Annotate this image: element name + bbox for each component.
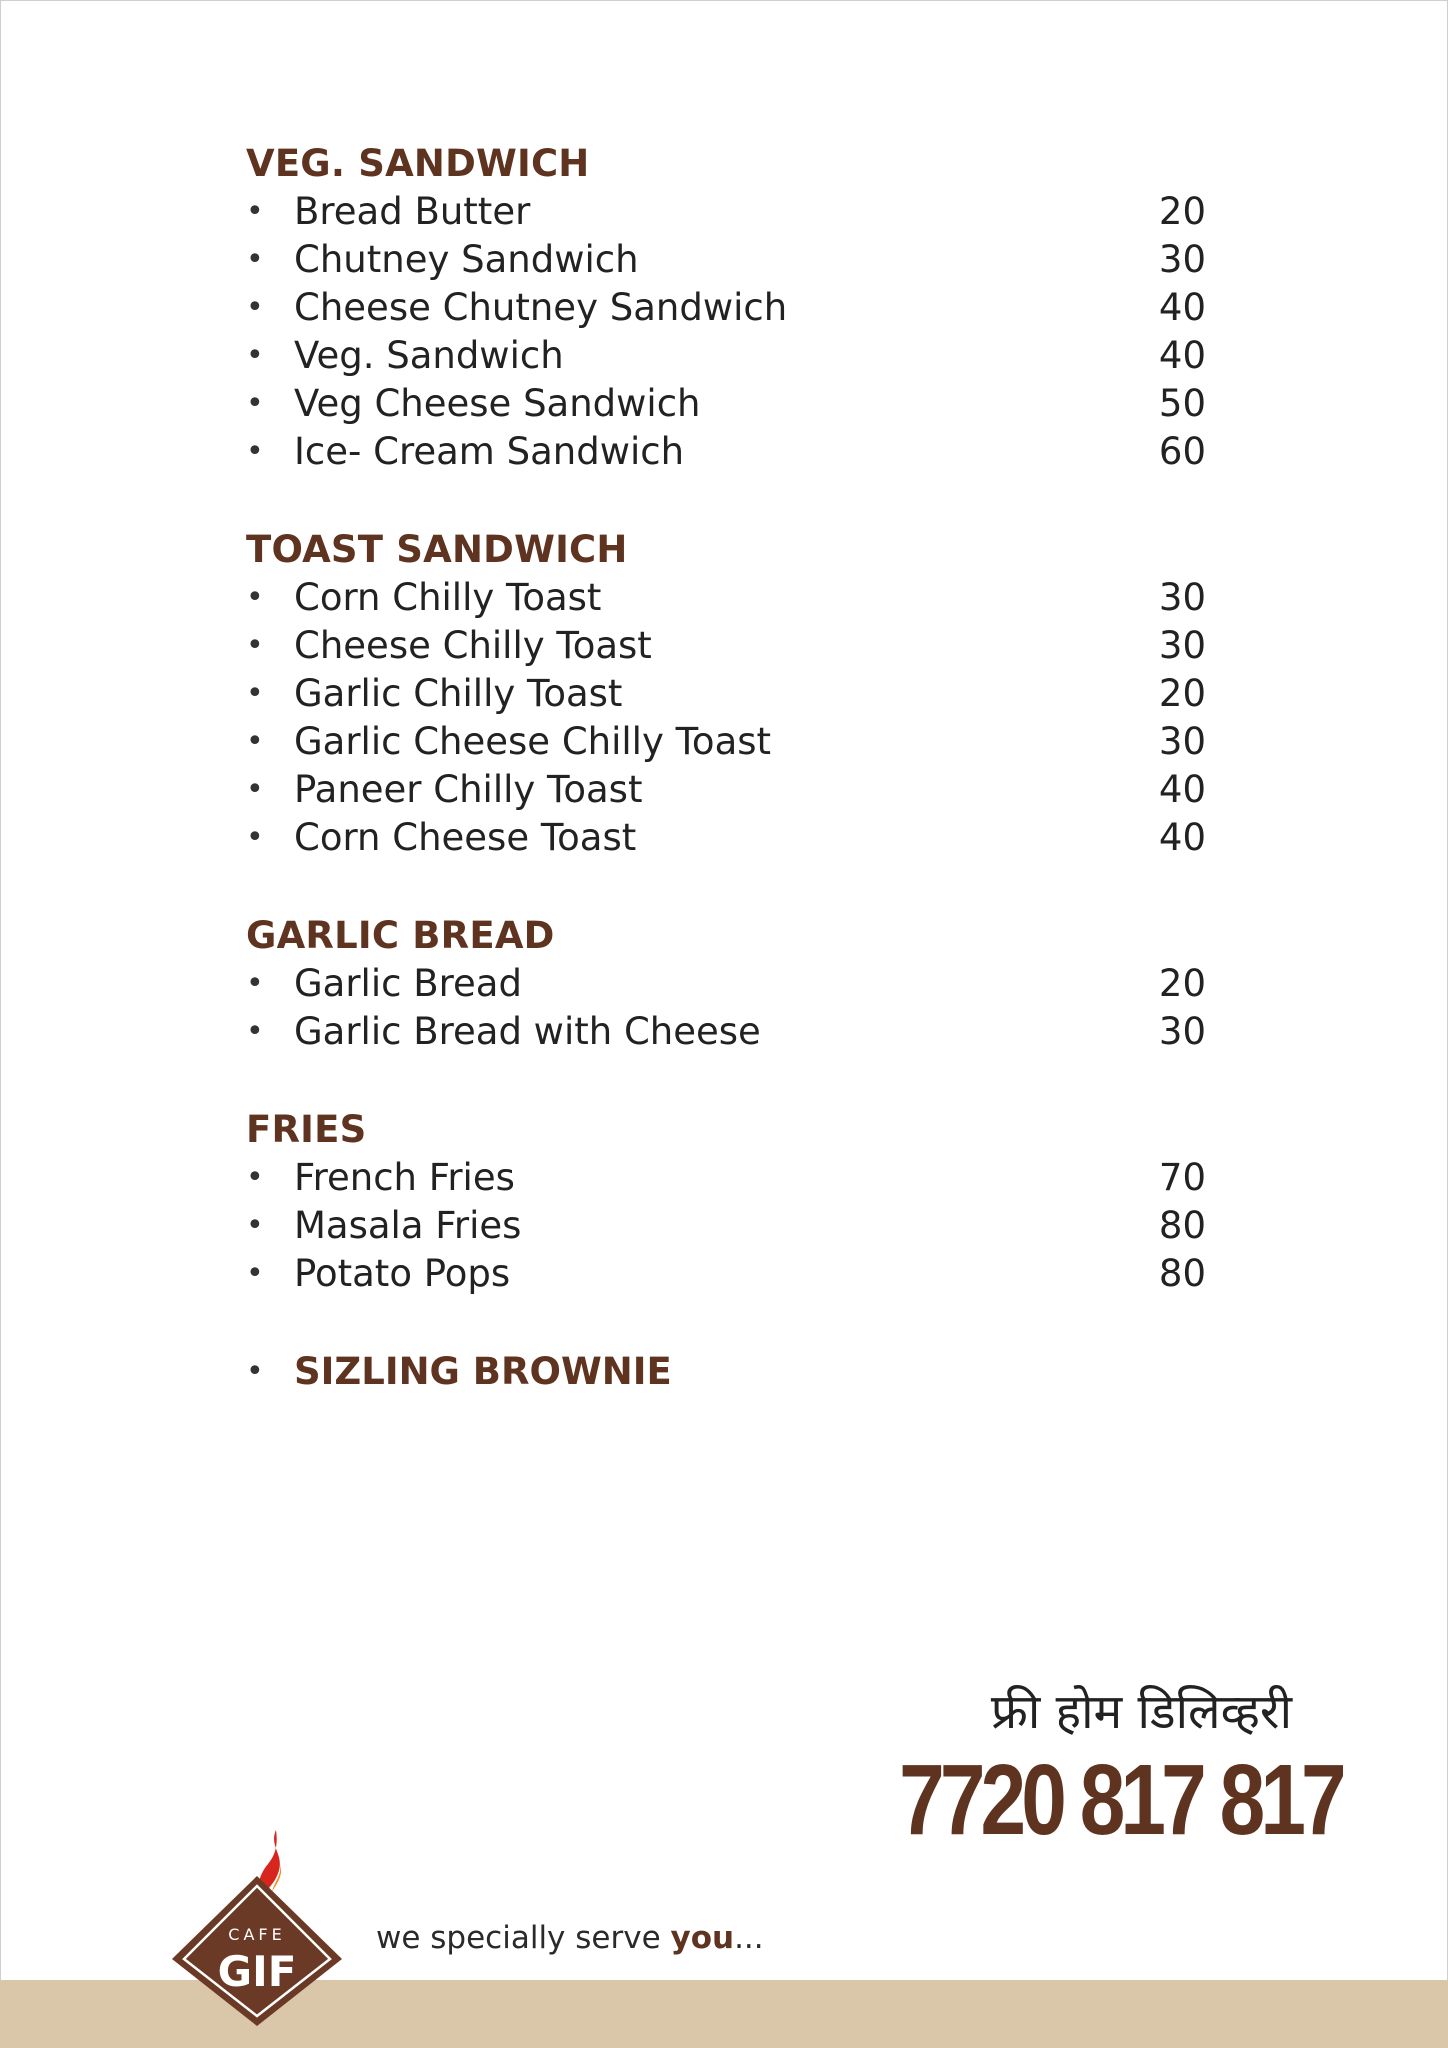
menu-item [246, 236, 1206, 284]
item-name: Chutney Sandwich [294, 238, 639, 281]
item-name: Corn Cheese Toast [294, 816, 637, 859]
bullet: • [246, 580, 264, 615]
item-price: 30 [1158, 238, 1206, 281]
special-item-name: SIZLING BROWNIE [294, 1350, 672, 1393]
tagline-prefix: we specially serve [376, 1920, 671, 1956]
bullet: • [246, 772, 264, 807]
bullet: • [246, 242, 264, 277]
item-name: Masala Fries [294, 1204, 522, 1247]
bullet: • [246, 628, 264, 663]
menu [246, 140, 1206, 1396]
bullet: • [246, 386, 264, 421]
bullet: • [246, 290, 264, 325]
tagline [376, 1918, 764, 1958]
item-name: Cheese Chutney Sandwich [294, 286, 788, 329]
bullet: • [246, 1256, 264, 1291]
section-heading: VEG. SANDWICH [246, 142, 590, 185]
menu-item [246, 188, 1206, 236]
menu-item [246, 380, 1206, 428]
item-price: 40 [1158, 816, 1206, 859]
item-price: 30 [1158, 576, 1206, 619]
section-heading: TOAST SANDWICH [246, 528, 628, 571]
item-name: Corn Chilly Toast [294, 576, 602, 619]
delivery-phone-number: 7720 817 817 [899, 1744, 1342, 1856]
bullet: • [246, 1208, 264, 1243]
free-home-delivery-text: फ्री होम डिलिव्हरी [990, 1684, 1292, 1740]
item-name: Garlic Cheese Chilly Toast [294, 720, 772, 763]
menu-section-veg-sandwich [246, 140, 1206, 476]
item-price: 20 [1158, 190, 1206, 233]
item-price: 50 [1158, 382, 1206, 425]
menu-item [246, 718, 1206, 766]
tagline-suffix: ... [734, 1920, 764, 1956]
item-name: Paneer Chilly Toast [294, 768, 643, 811]
menu-section-garlic-bread [246, 912, 1206, 1056]
item-price: 30 [1158, 624, 1206, 667]
item-name: Garlic Bread [294, 962, 522, 1005]
item-price: 30 [1158, 1010, 1206, 1053]
logo-top-text: CAFE [228, 1925, 286, 1944]
item-name: Garlic Bread with Cheese [294, 1010, 761, 1053]
section-heading: GARLIC BREAD [246, 914, 555, 957]
bullet: • [246, 966, 264, 1001]
menu-item [246, 332, 1206, 380]
item-price: 80 [1158, 1252, 1206, 1295]
item-name: French Fries [294, 1156, 515, 1199]
menu-section-fries [246, 1106, 1206, 1298]
menu-item [246, 1250, 1206, 1298]
logo-main-text: GIF [217, 1947, 297, 1996]
bullet: • [246, 676, 264, 711]
item-price: 80 [1158, 1204, 1206, 1247]
section-heading: FRIES [246, 1108, 367, 1151]
menu-section-toast-sandwich [246, 526, 1206, 862]
item-price: 70 [1158, 1156, 1206, 1199]
item-price: 20 [1158, 672, 1206, 715]
bullet: • [246, 1354, 264, 1389]
item-price: 40 [1158, 768, 1206, 811]
menu-item [246, 670, 1206, 718]
item-name: Ice- Cream Sandwich [294, 430, 685, 473]
item-name: Garlic Chilly Toast [294, 672, 623, 715]
item-price: 60 [1158, 430, 1206, 473]
menu-item [246, 960, 1206, 1008]
special-item [246, 1348, 1206, 1396]
item-name: Veg Cheese Sandwich [294, 382, 701, 425]
item-name: Veg. Sandwich [294, 334, 564, 377]
menu-item [246, 814, 1206, 862]
menu-item [246, 574, 1206, 622]
item-price: 40 [1158, 334, 1206, 377]
menu-item [246, 766, 1206, 814]
bullet: • [246, 1014, 264, 1049]
bullet: • [246, 724, 264, 759]
menu-item [246, 428, 1206, 476]
bullet: • [246, 1160, 264, 1195]
item-price: 30 [1158, 720, 1206, 763]
item-price: 40 [1158, 286, 1206, 329]
item-name: Potato Pops [294, 1252, 511, 1295]
bullet: • [246, 194, 264, 229]
cafe-gif-logo-icon [172, 1826, 342, 2026]
bullet: • [246, 338, 264, 373]
bullet: • [246, 434, 264, 469]
delivery-block [802, 1680, 1342, 1856]
menu-item [246, 284, 1206, 332]
item-name: Bread Butter [294, 190, 531, 233]
menu-item [246, 622, 1206, 670]
menu-item [246, 1008, 1206, 1056]
bullet: • [246, 820, 264, 855]
item-name: Cheese Chilly Toast [294, 624, 652, 667]
tagline-strong: you [670, 1920, 735, 1956]
menu-item [246, 1154, 1206, 1202]
item-price: 20 [1158, 962, 1206, 1005]
menu-item [246, 1202, 1206, 1250]
